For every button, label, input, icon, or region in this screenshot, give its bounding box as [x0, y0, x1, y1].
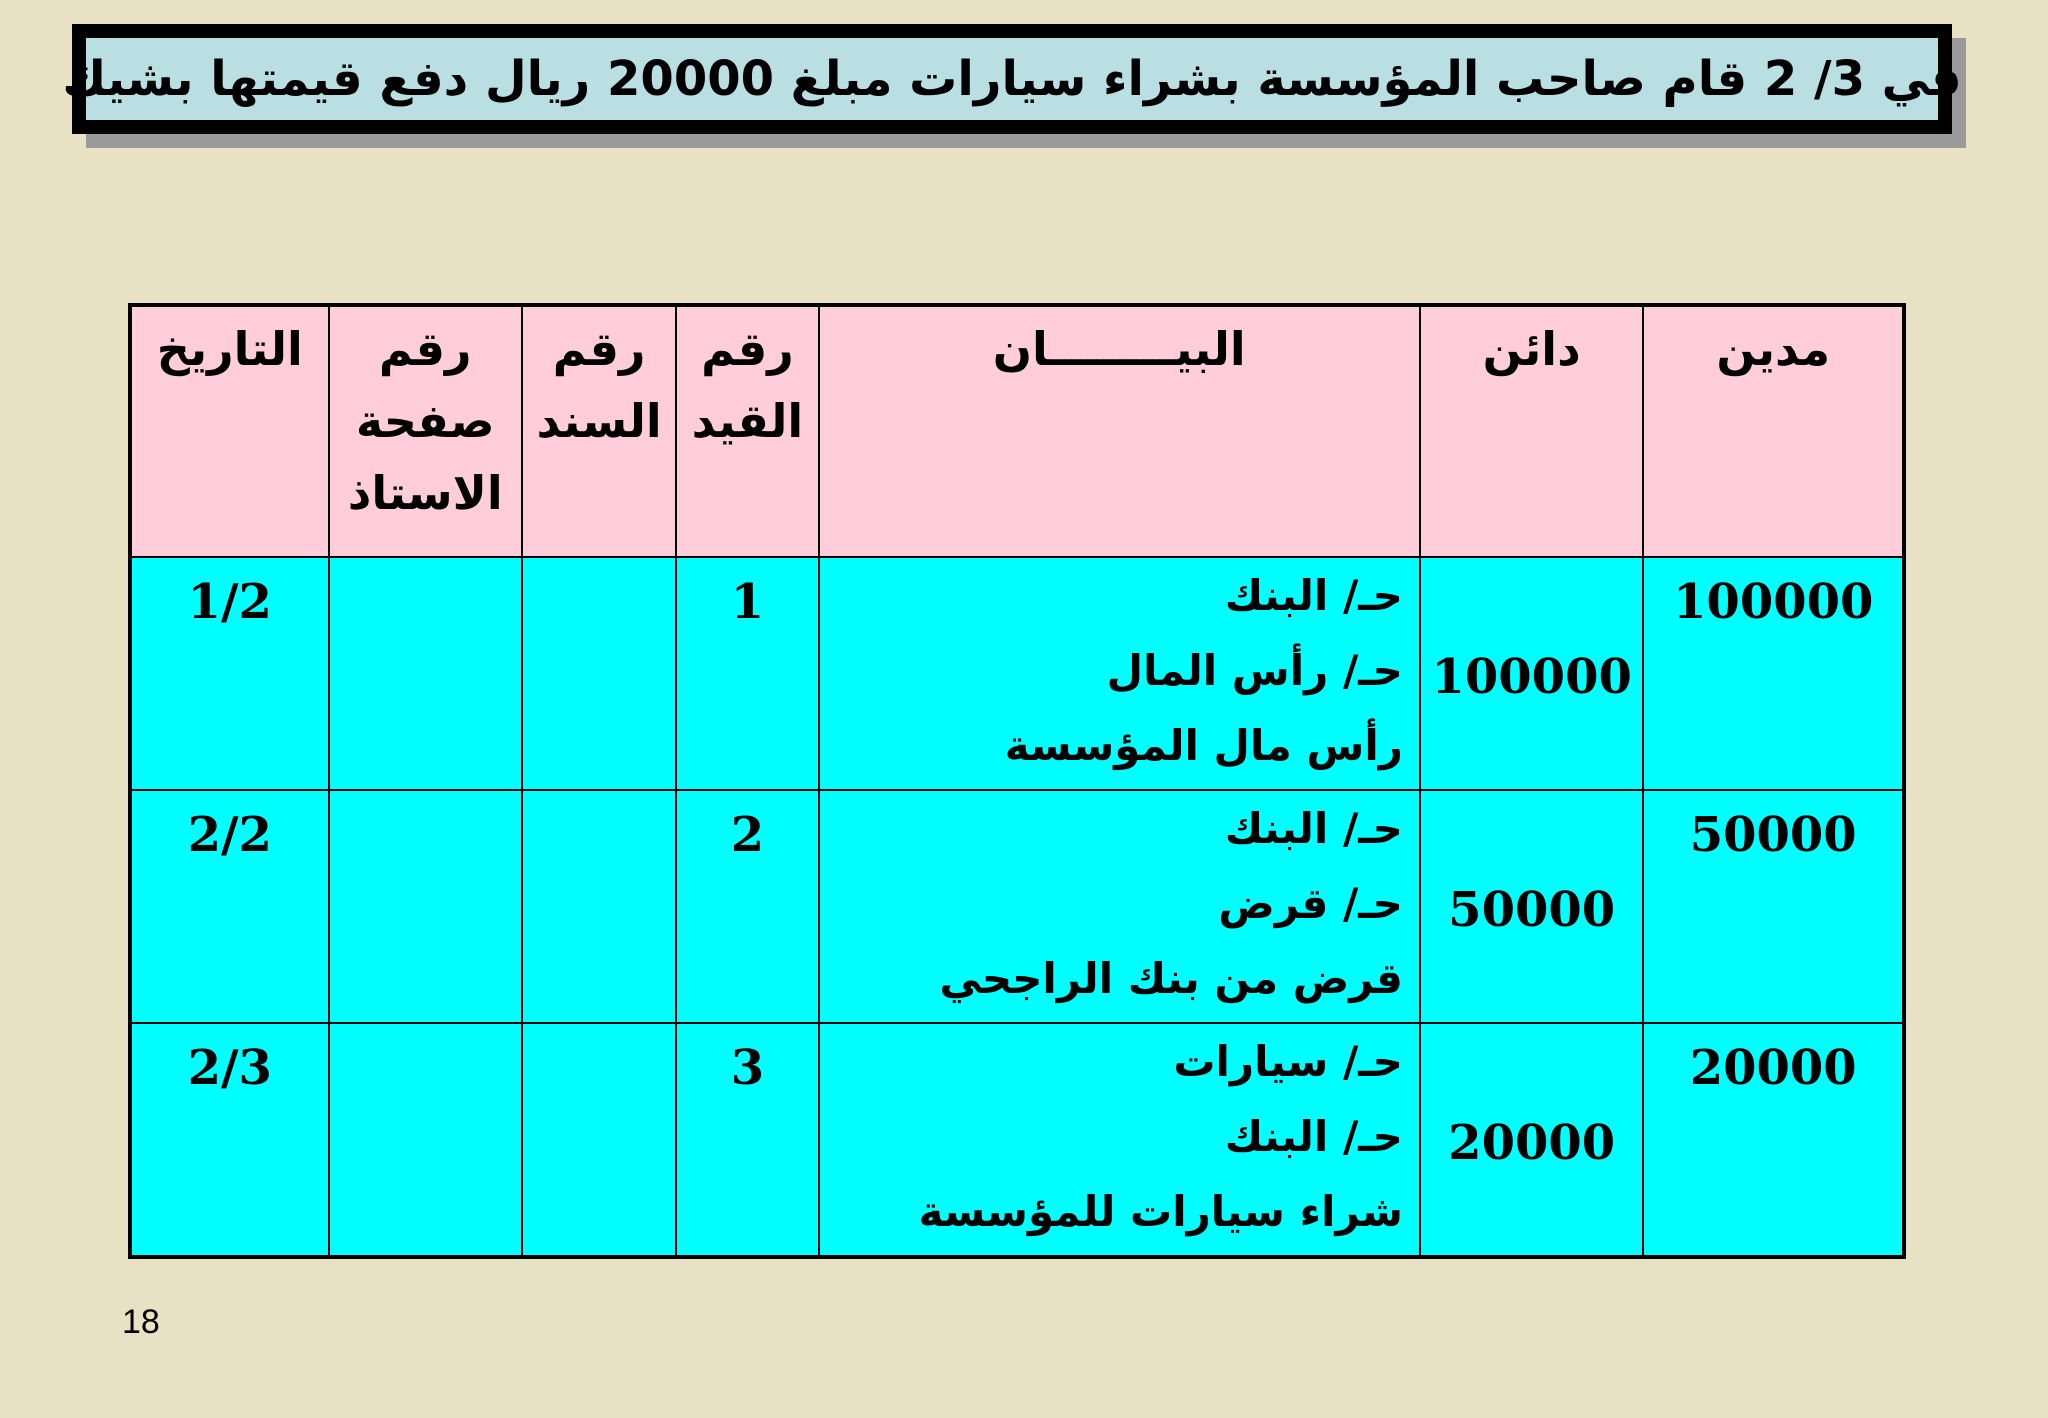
- cell-entry-number: 2: [676, 790, 818, 1023]
- header-entry-number: رقم القيد: [676, 305, 818, 557]
- cell-credit: 100000: [1420, 557, 1644, 790]
- title-banner: [62, 24, 1962, 134]
- cell-voucher-number: [522, 790, 676, 1023]
- cell-voucher-number: [522, 1023, 676, 1257]
- entry-explanation: قرض من بنك الراجحي: [939, 954, 1403, 1003]
- debit-account: حـ/ البنك: [1224, 804, 1403, 853]
- cell-debit: 100000: [1643, 557, 1904, 790]
- debit-account: حـ/ البنك: [1224, 571, 1403, 620]
- cell-ledger-page: [329, 790, 522, 1023]
- title-banner-inner: [62, 38, 1962, 120]
- cell-date: 1/2: [130, 557, 329, 790]
- credit-account: حـ/ قرض: [1218, 879, 1403, 928]
- credit-account: حـ/ رأس المال: [1106, 646, 1403, 695]
- table-row: [130, 790, 1904, 1023]
- entry-explanation: رأس مال المؤسسة: [1004, 721, 1403, 770]
- header-voucher-number: رقم السند: [522, 305, 676, 557]
- cell-description: [819, 790, 1420, 1023]
- slide-title: في 3/ 2 قام صاحب المؤسسة بشراء سيارات مبلغ 20000 ريال دفع قيمتها بشيك: [62, 51, 1962, 107]
- header-description: البيــــــــان: [819, 305, 1420, 557]
- journal-table: [128, 303, 1906, 1259]
- table-row: [130, 1023, 1904, 1257]
- cell-ledger-page: [329, 557, 522, 790]
- cell-debit: 50000: [1643, 790, 1904, 1023]
- page-number: 18: [122, 1303, 160, 1341]
- header-debit: مدين: [1643, 305, 1904, 557]
- table-row: [130, 557, 1904, 790]
- cell-voucher-number: [522, 557, 676, 790]
- header-date: التاريخ: [130, 305, 329, 557]
- header-ledger-page: رقم صفحة الاستاذ: [329, 305, 522, 557]
- header-credit: دائن: [1420, 305, 1644, 557]
- cell-credit: 20000: [1420, 1023, 1644, 1257]
- cell-debit: 20000: [1643, 1023, 1904, 1257]
- table-header-row: [130, 305, 1904, 557]
- cell-credit: 50000: [1420, 790, 1644, 1023]
- cell-entry-number: 1: [676, 557, 818, 790]
- cell-ledger-page: [329, 1023, 522, 1257]
- debit-account: حـ/ سيارات: [1173, 1037, 1403, 1086]
- cell-entry-number: 3: [676, 1023, 818, 1257]
- credit-account: حـ/ البنك: [1224, 1112, 1403, 1161]
- cell-date: 2/2: [130, 790, 329, 1023]
- entry-explanation: شراء سيارات للمؤسسة: [918, 1187, 1403, 1236]
- cell-date: 2/3: [130, 1023, 329, 1257]
- cell-description: [819, 1023, 1420, 1257]
- cell-description: [819, 557, 1420, 790]
